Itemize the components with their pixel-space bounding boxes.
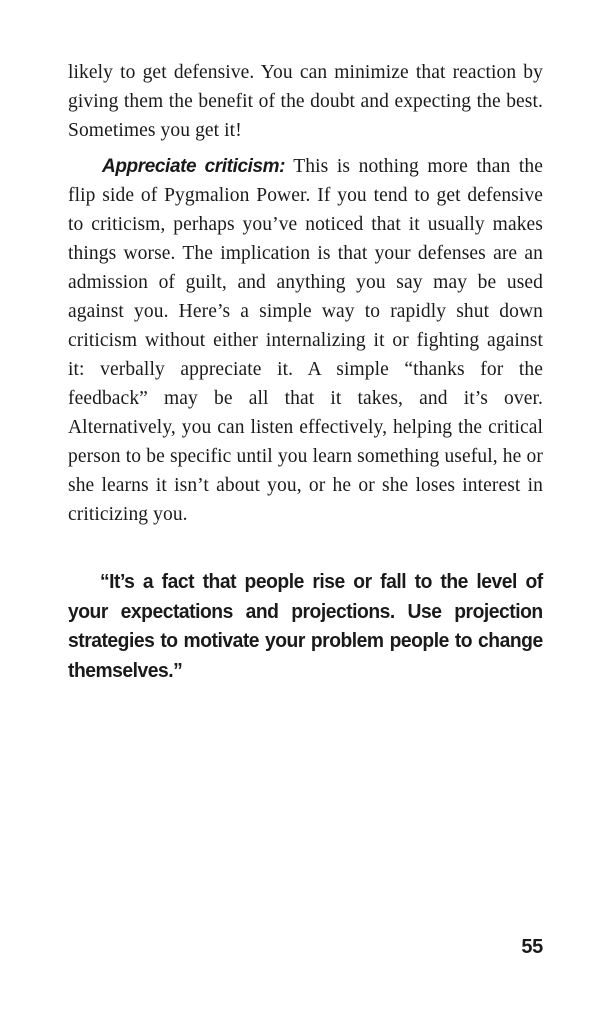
paragraph-appreciate-criticism bbox=[68, 152, 543, 529]
run-in-heading: Appreciate criticism: bbox=[102, 156, 286, 177]
pull-quote: “It’s a fact that people rise or fall to the level of your expectations and projections. Use projection strategies to motivate your problem people to change themselves.” bbox=[68, 570, 543, 682]
paragraph-body-text: This is nothing more than the flip side of Pygmalion Power. If you tend to get defensive to criticism, perhaps you’ve noticed that it usually makes things worse. The implication is that your defenses are an admission of guilt, and anything you say may be used against you. Here’s a simple way to rapidly shut down criticism without either internalizing it or fighting against it: verbally appreciate it. A simple “thanks for the feedback” may be all that it takes, and it’s over. Alternatively, you can listen effectively, helping the critical person to be specific until you learn something useful, he or she learns it isn’t about you, or he or she loses interest in criticizing you. bbox=[68, 156, 543, 525]
page-number: 55 bbox=[521, 936, 543, 958]
page-content bbox=[68, 58, 543, 685]
paragraph-continuation: likely to get defensive. You can minimize that reaction by giving them the benefit of the doubt and expecting the best. Sometimes you get it! bbox=[68, 62, 543, 141]
